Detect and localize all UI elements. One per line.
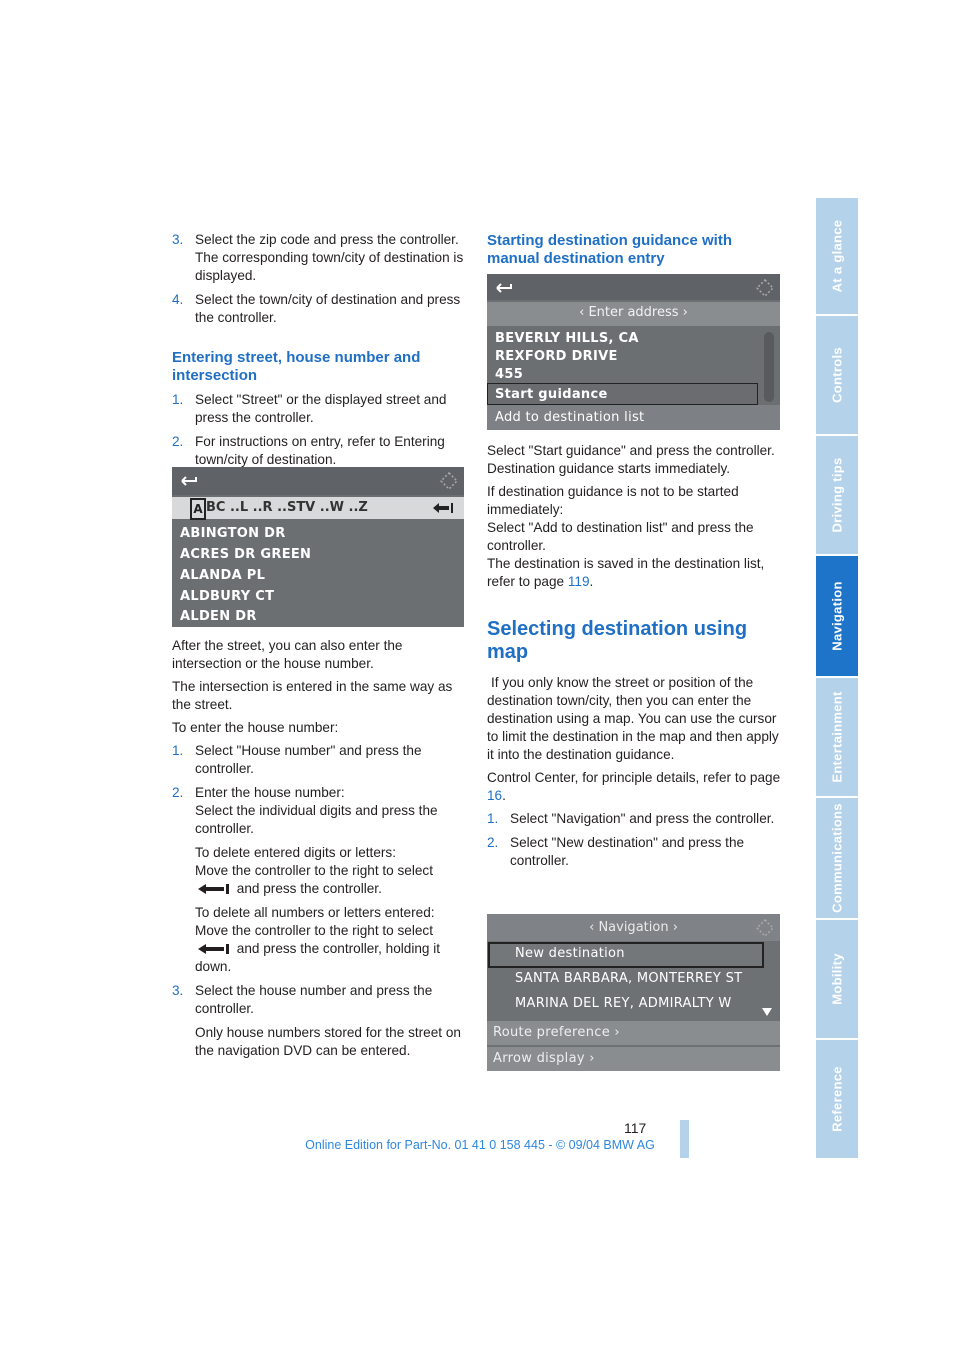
navigation-corner-icon [756, 279, 774, 297]
start-guidance-item[interactable]: Start guidance [495, 387, 608, 402]
screen-header [487, 274, 780, 300]
scrollbar[interactable] [764, 332, 774, 402]
city-row: BEVERLY HILLS, CA [495, 331, 639, 346]
tab-driving-tips[interactable] [816, 436, 858, 556]
step-3-zip [172, 231, 466, 285]
step-text: Select the house number and press the controller. [195, 983, 433, 1016]
step-number: 4. [172, 292, 184, 307]
para-start-guidance: Select "Start guidance" and press the controller. [487, 443, 775, 458]
map-step-1 [487, 810, 781, 828]
tab-mobility[interactable] [816, 920, 858, 1040]
step-text: For instructions on entry, refer to Entering town/city of destination. [195, 434, 445, 467]
step-number: 2. [172, 434, 184, 449]
screen-title[interactable]: ‹ Navigation › [589, 920, 678, 935]
page-number: 117 [624, 1120, 647, 1136]
para-after-street: After the street, you can also enter the intersection or the house number. [172, 638, 403, 671]
tab-label: Entertainment [829, 691, 845, 783]
tab-navigation[interactable] [816, 556, 858, 678]
arrow-display-item[interactable]: Arrow display › [493, 1051, 595, 1066]
map-step-2 [487, 834, 781, 870]
add-destination-item[interactable]: Add to destination list [495, 410, 645, 425]
step-2-instructions [172, 433, 466, 469]
step-number: 2. [487, 835, 499, 850]
step-text: Move the controller to the right to select [195, 923, 434, 938]
para-control-center-end: . [502, 788, 506, 803]
tab-label: Navigation [829, 581, 845, 651]
step-text: To delete entered digits or letters: [195, 845, 396, 860]
house-step-2 [172, 784, 466, 976]
step-text: Only house numbers stored for the street on the navigation DVD can be entered. [195, 1025, 461, 1058]
list-item[interactable]: ALDEN DR [180, 609, 257, 624]
step-text: Select the individual digits and press the controller. [195, 803, 438, 836]
tab-label: Reference [829, 1066, 845, 1132]
tab-controls[interactable] [816, 316, 858, 436]
list-item[interactable]: ACRES DR GREEN [180, 547, 312, 562]
step-number: 1. [172, 743, 184, 758]
scroll-down-icon[interactable] [762, 1008, 772, 1016]
tab-at-a-glance[interactable] [816, 198, 858, 316]
para-add-destination: Select "Add to destination list" and press the controller. [487, 520, 754, 553]
tab-label: Communications [829, 803, 845, 913]
page-link-16[interactable]: 16 [487, 788, 503, 803]
para-house-number: To enter the house number: [172, 720, 339, 735]
right-column-top [487, 232, 787, 274]
heading-start-guidance: Starting destination guidance with manual destination entry [487, 232, 733, 267]
para-control-center: Control Center, for principle details, refer to page [487, 770, 781, 785]
step-text: Move the controller to the right to select [195, 863, 434, 878]
step-text: To delete all numbers or letters entered: [195, 905, 435, 920]
step-number: 1. [487, 811, 499, 826]
street-entry-screen [172, 467, 464, 627]
screen-header [172, 467, 464, 495]
back-arrow-icon [495, 281, 515, 295]
step-4-town [172, 291, 466, 327]
left-column-lower [172, 637, 466, 1066]
para-not-started: If destination guidance is not to be started immediately: [487, 484, 739, 517]
house-step-3 [172, 982, 466, 1060]
left-column [172, 231, 466, 475]
recent-destination-item[interactable]: MARINA DEL REY, ADMIRALTY W [515, 996, 732, 1011]
right-column-middle [487, 442, 781, 876]
step-text: Select the town/city of destination and press the controller. [195, 292, 461, 325]
screen-title[interactable]: ‹ Enter address › [579, 305, 688, 320]
page-link-119[interactable]: 119 [567, 574, 590, 589]
tab-label: At a glance [829, 219, 845, 293]
para-intersection: The intersection is entered in the same way as the street. [172, 679, 453, 712]
heading-map: Selecting destination using map [487, 618, 748, 663]
tab-entertainment[interactable] [816, 678, 858, 798]
list-item[interactable]: ALDBURY CT [180, 589, 275, 604]
para-map-intro: If you only know the street or position of the destination town/city, then you can enter the destination using a map. You can use the cursor to limit the destination in the map and then apply it into the destination guidance. [487, 675, 779, 762]
step-text: and press the controller, holding it down. [195, 941, 441, 974]
step-number: 1. [172, 392, 184, 407]
para-saved: The destination is saved in the destination list, refer to page [487, 556, 765, 589]
enter-address-screen [487, 274, 780, 430]
step-1-street [172, 391, 466, 427]
step-text: Select "New destination" and press the controller. [510, 835, 745, 868]
navigation-menu-screen [487, 914, 780, 1071]
step-number: 3. [172, 983, 184, 998]
footer-edition: Online Edition for Part-No. 01 41 0 158 445 - © 09/04 BMW AG [305, 1138, 655, 1152]
list-item[interactable]: ABINGTON DR [180, 526, 286, 541]
delete-arrow-icon [195, 944, 233, 954]
step-text: Select "Navigation" and press the controller. [510, 811, 775, 826]
recent-destination-item[interactable]: SANTA BARBARA, MONTERREY ST [515, 971, 743, 986]
tab-label: Controls [829, 347, 845, 403]
new-destination-item[interactable]: New destination [515, 946, 625, 961]
tab-communications[interactable] [816, 798, 858, 920]
navigation-corner-icon [440, 472, 458, 490]
heading-street: Entering street, house number and intersection [172, 349, 421, 384]
step-text: and press the controller. [236, 881, 382, 896]
selected-letter[interactable]: A [190, 498, 206, 520]
route-preference-item[interactable]: Route preference › [493, 1025, 620, 1040]
tab-label: Mobility [829, 953, 845, 1005]
house-number-row: 455 [495, 367, 524, 382]
step-number: 3. [172, 232, 184, 247]
letter-speller[interactable]: BC ..L ..R ..STV ..W ..Z [206, 500, 368, 515]
house-step-1 [172, 742, 466, 778]
delete-arrow-icon[interactable] [432, 502, 454, 514]
tab-label: Driving tips [829, 457, 845, 533]
step-text: Select "House number" and press the controller. [195, 743, 422, 776]
para-saved-end: . [589, 574, 594, 589]
para-guidance-starts: Destination guidance starts immediately. [487, 461, 731, 476]
back-arrow-icon [180, 474, 200, 488]
delete-arrow-icon [195, 884, 233, 894]
list-item[interactable]: ALANDA PL [180, 568, 266, 583]
step-text: Select "Street" or the displayed street and press the controller. [195, 392, 447, 425]
step-text: Select the zip code and press the controller. The corresponding town/city of destination is displayed. [195, 232, 464, 283]
street-row: REXFORD DRIVE [495, 349, 618, 364]
step-number: 2. [172, 785, 184, 800]
step-text: Enter the house number: [195, 785, 345, 800]
